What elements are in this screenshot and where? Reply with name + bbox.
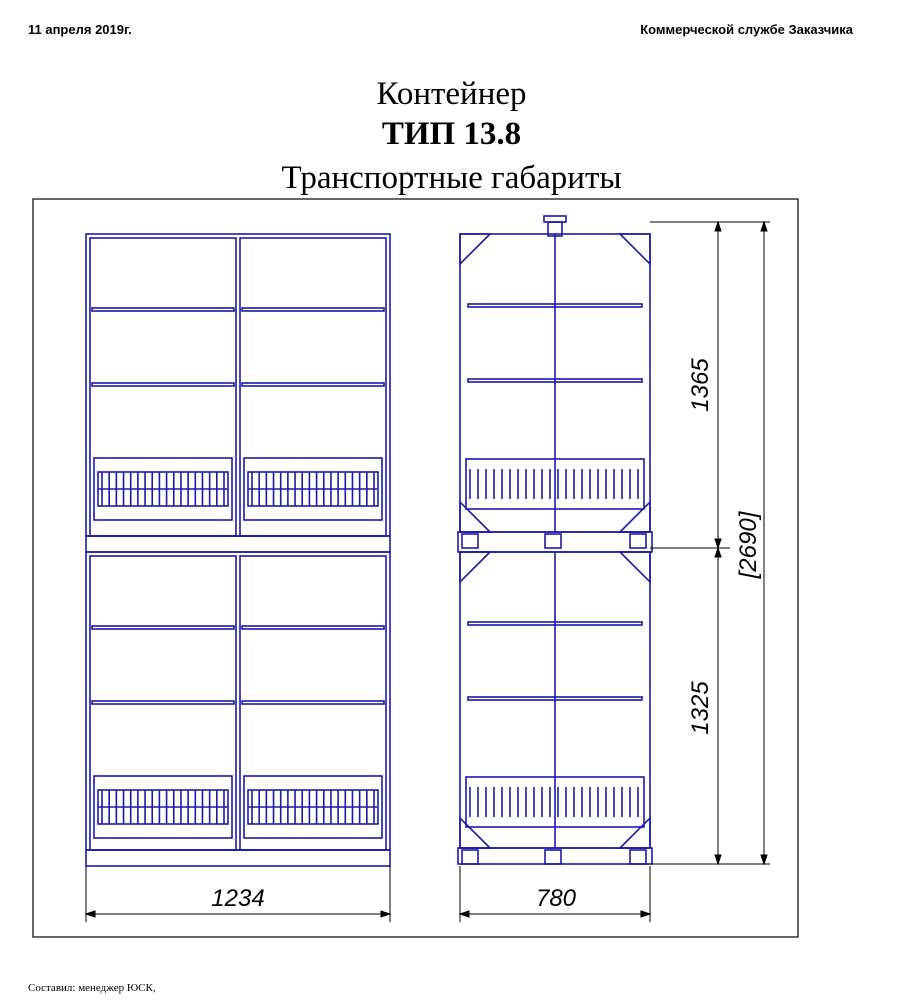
foot: [545, 850, 561, 864]
corner-gusset: [620, 234, 650, 264]
dimension-width-side: 780: [535, 885, 577, 912]
shelf: [92, 308, 234, 311]
corner-gusset: [620, 502, 650, 532]
corner-gusset: [460, 552, 490, 582]
shelf: [242, 308, 384, 311]
stack-foot: [462, 534, 478, 548]
shelf: [242, 383, 384, 386]
title-line-3: Транспортные габариты: [281, 160, 622, 196]
document-recipient: Коммерческой службе Заказчика: [640, 22, 853, 37]
footer-author: Составил: менеджер ЮСК,: [28, 982, 156, 994]
stack-foot: [630, 534, 646, 548]
bay-frame: [90, 556, 236, 850]
shelf: [92, 701, 234, 704]
front-view: [86, 234, 390, 866]
title-line-2: ТИП 13.8: [381, 116, 522, 152]
shelf: [92, 626, 234, 629]
dimension-height-total: [2690]: [735, 511, 762, 579]
lifting-eye-top: [544, 216, 566, 222]
drawing-border: [33, 199, 798, 937]
dimension-height-upper: 1365: [687, 358, 714, 412]
corner-gusset: [620, 818, 650, 848]
title-line-1: Контейнер: [376, 76, 527, 112]
corner-gusset: [460, 234, 490, 264]
foot: [462, 850, 478, 864]
corner-gusset: [460, 818, 490, 848]
stack-foot: [545, 534, 561, 548]
bay-frame: [90, 238, 236, 536]
bay-frame: [240, 556, 386, 850]
unit-frame: [86, 234, 390, 536]
bottom-pallet: [86, 850, 390, 866]
corner-gusset: [460, 502, 490, 532]
middle-pallet: [86, 536, 390, 552]
bay-frame: [240, 238, 386, 536]
shelf: [242, 701, 384, 704]
dimension-width-front: 1234: [211, 885, 265, 912]
corner-gusset: [620, 552, 650, 582]
shelf: [92, 383, 234, 386]
document-date: 11 апреля 2019г.: [28, 22, 132, 37]
side-view: [458, 216, 652, 864]
dimension-height-lower: 1325: [687, 681, 714, 735]
shelf: [242, 626, 384, 629]
foot: [630, 850, 646, 864]
side-middle-pallet: [458, 532, 652, 552]
